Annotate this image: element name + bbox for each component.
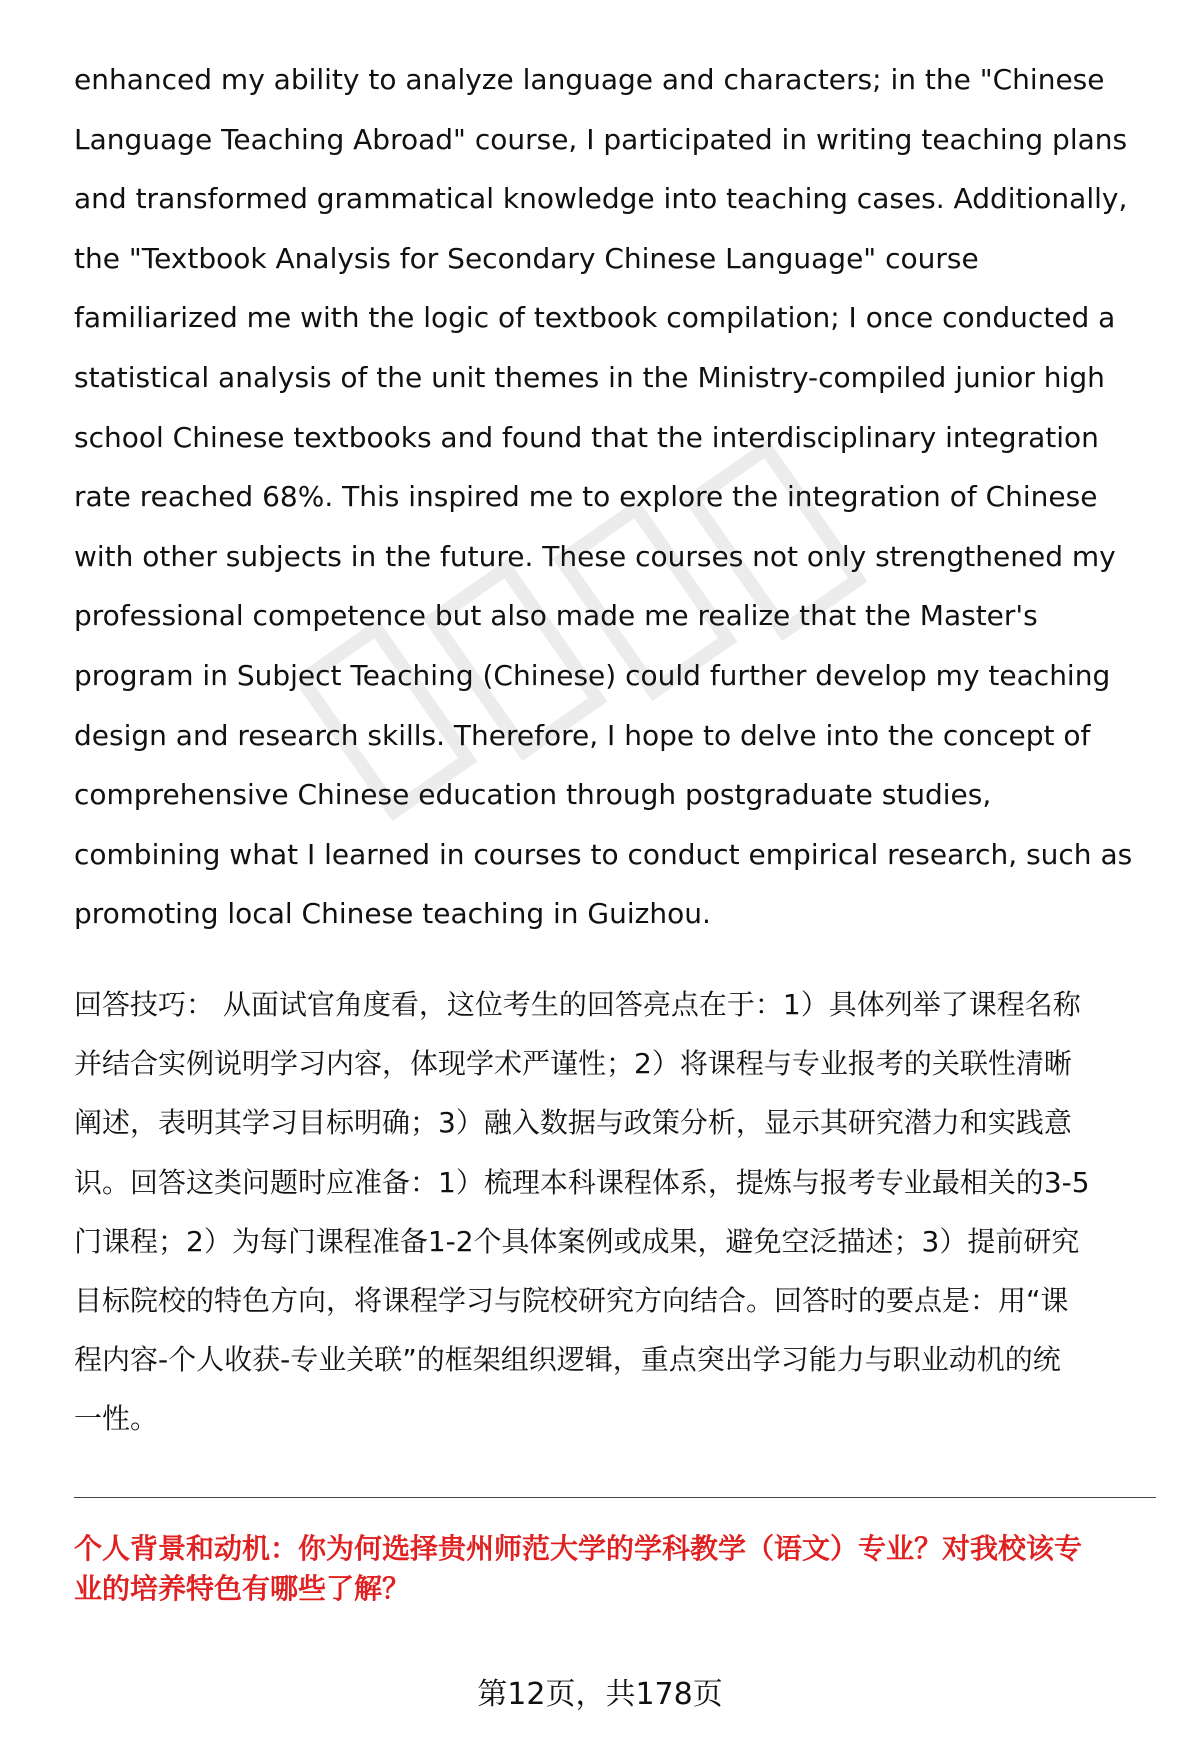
question-line: 业的培养特色有哪些了解？ [74, 1572, 411, 1605]
tips-line: 一性。 [74, 1402, 159, 1436]
answer-line: statistical analysis of the unit themes in the Ministry-compiled junior high [74, 360, 1105, 394]
answer-line: combining what I learned in courses to conduct empirical research, such as [74, 837, 1133, 871]
answer-line: promoting local Chinese teaching in Guizhou. [74, 897, 711, 931]
tips-line: 阐述，表明其学习目标明确；3）融入数据与政策分析，显示其研究潜力和实践意 [74, 1106, 1072, 1140]
tips-line: 并结合实例说明学习内容，体现学术严谨性；2）将课程与专业报考的关联性清晰 [74, 1047, 1072, 1081]
answer-line: professional competence but also made me realize that the Master's [74, 599, 1038, 633]
tips-line: 门课程；2）为每门课程准备1-2个具体案例或成果，避免空泛描述；3）提前研究 [74, 1224, 1080, 1258]
answer-line: familiarized me with the logic of textbook compilation; I once conducted a [74, 301, 1116, 335]
answer-line: school Chinese textbooks and found that the interdisciplinary integration [74, 420, 1099, 454]
page-number-footer: 第12页，共178页 [477, 1677, 723, 1712]
answer-paragraph [74, 50, 1154, 944]
question-line: 个人背景和动机：你为何选择贵州师范大学的学科教学（语文）专业？对我校该专 [74, 1532, 1083, 1565]
tips-line: 识。回答这类问题时应准备：1）梳理本科课程体系，提炼与报考专业最相关的3-5 [74, 1165, 1090, 1199]
answer-line: comprehensive Chinese education through postgraduate studies, [74, 778, 992, 812]
tips-line: 目标院校的特色方向，将课程学习与院校研究方向结合。回答时的要点是：用“课 [74, 1283, 1069, 1317]
tips-line: 程内容-个人收获-专业关联”的框架组织逻辑，重点突出学习能力与职业动机的统 [74, 1343, 1061, 1377]
answer-tips-paragraph [74, 975, 1154, 1449]
answer-line: and transformed grammatical knowledge into teaching cases. Additionally, [74, 182, 1128, 216]
answer-line: with other subjects in the future. These courses not only strengthened my [74, 539, 1116, 573]
answer-line: Language Teaching Abroad" course, I participated in writing teaching plans [74, 122, 1128, 156]
answer-line: rate reached 68%. This inspired me to explore the integration of Chinese [74, 480, 1098, 514]
answer-line: design and research skills. Therefore, I hope to delve into the concept of [74, 718, 1091, 752]
answer-line: program in Subject Teaching (Chinese) could further develop my teaching [74, 658, 1111, 692]
answer-line: enhanced my ability to analyze language and characters; in the "Chinese [74, 63, 1105, 96]
section-divider [74, 1497, 1156, 1498]
question-heading [74, 1529, 1156, 1609]
answer-line: the "Textbook Analysis for Secondary Chinese Language" course [74, 241, 979, 275]
tips-line: 回答技巧： 从面试官角度看，这位考生的回答亮点在于：1）具体列举了课程名称 [74, 988, 1081, 1021]
